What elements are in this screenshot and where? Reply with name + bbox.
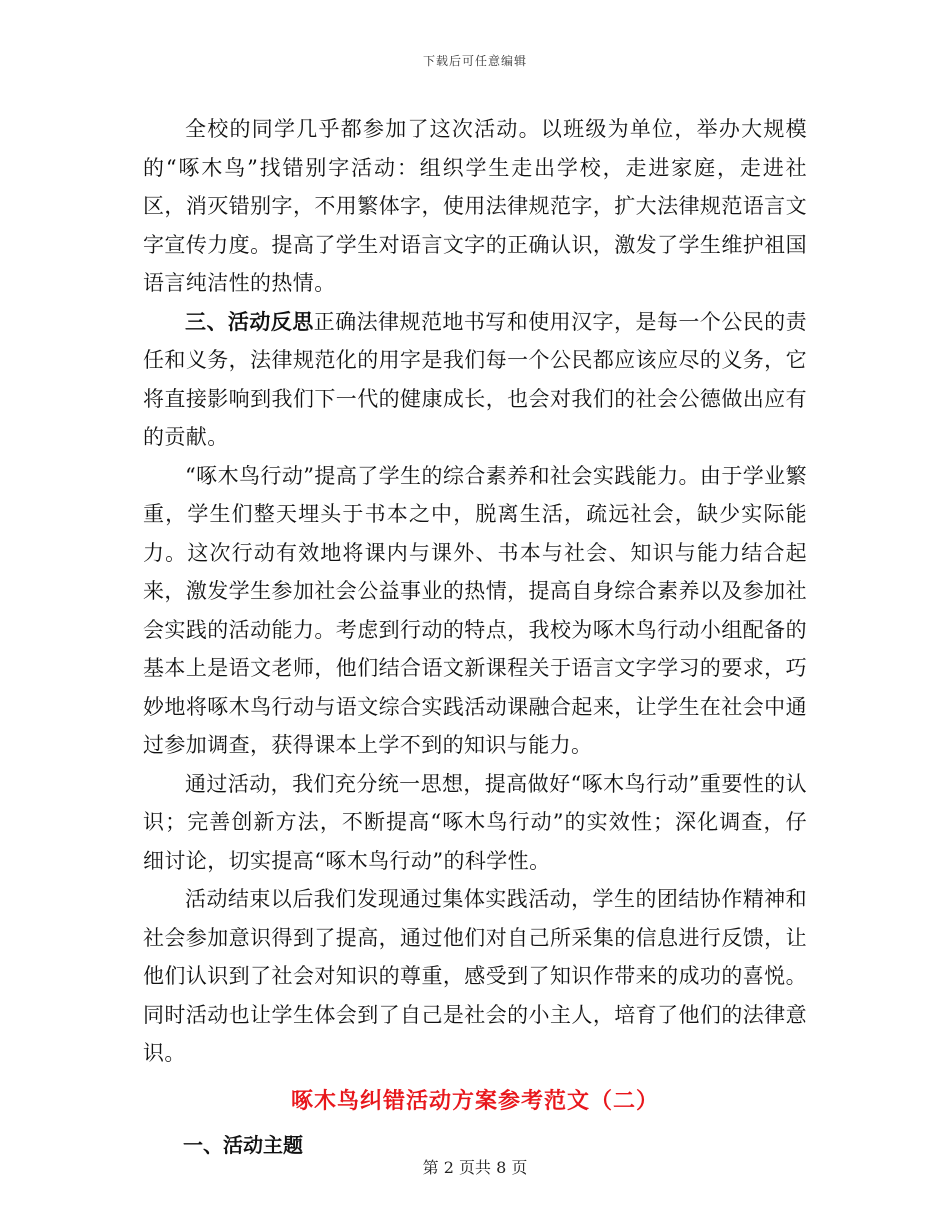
subheading-activity-theme: 一、活动主题 [183, 1132, 303, 1157]
paragraph-unified-thinking: 通过活动，我们充分统一思想，提高做好“啄木鸟行动”重要性的认识；完善创新方法，不断提高“啄木鸟行动”的实效性；深化调查，仔细讨论，切实提高“啄木鸟行动”的科学性。 [143, 771, 807, 873]
paragraph-reflection [143, 303, 807, 457]
section-label-reflection: 三、活动反思 [185, 308, 314, 334]
page-number: 第 2 页共 8 页 [422, 1158, 528, 1177]
paragraph-activity-participation: 全校的同学几乎都参加了这次活动。以班级为单位，举办大规模的“啄木鸟”找错别字活动：组织学生走出学校，走进家庭，走进社区，消灭错别字，不用繁体字，使用法律规范字，扩大法律规范语言文字宣传力度。提高了学生对语言文字的正确认识，激发了学生维护祖国语言纯洁性的热情。 [143, 117, 807, 295]
paragraph-activity-results: 活动结束以后我们发现通过集体实践活动，学生的团结协作精神和社会参加意识得到了提高，通过他们对自己所采集的信息进行反馈，让他们认识到了社会对知识的尊重，感受到了知识作带来的成功的喜悦。同时活动也让学生体会到了自己是社会的小主人，培育了他们的法律意识。 [143, 887, 807, 1065]
document-body [143, 110, 807, 1167]
page-header: 下载后可任意编辑 [422, 54, 527, 68]
paragraph-woodpecker-action: “啄木鸟行动”提高了学生的综合素养和社会实践能力。由于学业繁重，学生们整天埋头于书本之中，脱离生活，疏远社会，缺少实际能力。这次行动有效地将课内与课外、书本与社会、知识与能力结合起来，激发学生参加社会公益事业的热情，提高自身综合素养以及参加社会实践的活动能力。考虑到行动的特点，我校为啄木鸟行动小组配备的基本上是语文老师，他们结合语文新课程关于语言文字学习的要求，巧妙地将啄木鸟行动与语文综合实践活动课融合起来，让学生在社会中通过参加调查，获得课本上学不到的知识与能力。 [143, 463, 807, 757]
paragraph-reflection-text: 正确法律规范地书写和使用汉字，是每一个公民的责任和义务，法律规范化的用字是我们每一个公民都应该应尽的义务，它将直接影响到我们下一代的健康成长，也会对我们的社会公德做出应有的贡献。 [143, 309, 807, 449]
section-title: 啄木鸟纠错活动方案参考范文（二） [290, 1087, 659, 1114]
